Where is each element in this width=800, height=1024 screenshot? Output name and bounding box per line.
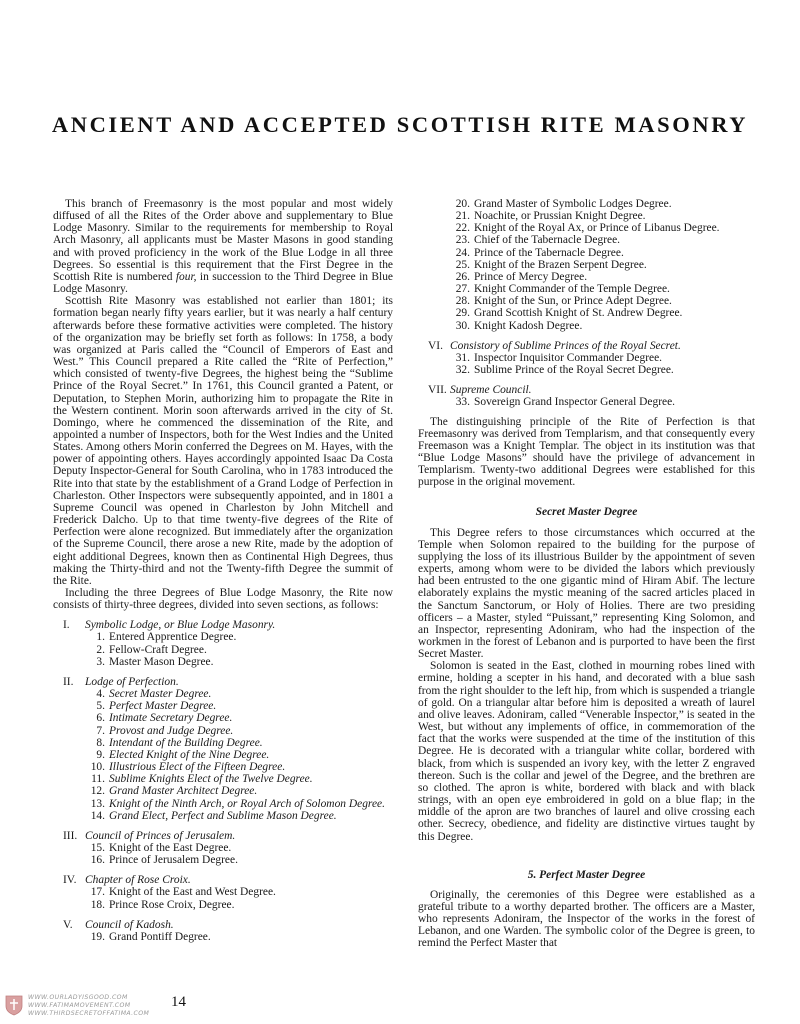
section-title: Lodge of Perfection. — [85, 675, 179, 688]
section-title: Symbolic Lodge, or Blue Lodge Masonry. — [85, 619, 276, 632]
perfection-paragraph: The distinguishing principle of the Rite of Perfection is that Freemasonry was derived from Templarism, and that consequently every Freemason was a Knight Templar. The object in its institution was that “Blue Lodge Masons” should have the privilege of advancement in Templarism. Twenty-two additional Degrees were established for this purpose in the original movement. — [418, 415, 755, 489]
degree-number: 26. — [455, 270, 470, 283]
degree-item — [85, 785, 393, 797]
section-numeral: I. — [63, 619, 70, 632]
degree-number: 31. — [455, 351, 470, 364]
degree-item — [85, 886, 393, 898]
secret-master-heading: Secret Master Degree — [535, 506, 638, 519]
degree-title: Illustrious Elect of the Fifteen Degree. — [109, 761, 286, 774]
degree-item — [85, 899, 393, 911]
degree-number: 28. — [455, 295, 470, 308]
section-heading — [63, 919, 393, 931]
degree-number: 32. — [455, 364, 470, 377]
degree-item — [85, 810, 393, 822]
sections-intro-paragraph: Including the three Degrees of Blue Lodge Masonry, the Rite now consists of thirty-three degrees, divided into seven sections, as follows: — [53, 587, 393, 612]
degree-title: Master Mason Degree. — [109, 655, 214, 668]
degree-item — [85, 631, 393, 643]
section-numeral: II. — [63, 675, 74, 688]
degree-item — [450, 210, 755, 222]
degree-number: 13. — [90, 797, 105, 810]
degree-title: Fellow-Craft Degree. — [109, 643, 207, 656]
degree-title: Chief of the Tabernacle Degree. — [474, 234, 621, 247]
footer-watermark — [4, 992, 224, 1022]
degree-item — [85, 749, 393, 761]
degree-item — [85, 644, 393, 656]
degree-title: Knight of the East Degree. — [109, 841, 232, 854]
section-heading — [63, 676, 393, 688]
degree-number: 33. — [455, 396, 470, 409]
degree-number: 19. — [90, 930, 105, 943]
intro-paragraph: This branch of Freemasonry is the most popular and most widely diffused of all the Rites of the Order above and supplementary to Blue Lodge Masonry. Similar to the requirements for membership to Royal Arch Masonry, all applicants must be Master Masons in good standing and with proved proficiency in the work of the Blue Lodge in all three Degrees. So essential is this requirement that the First Degree in the Scottish Rite is numbered four, in succession to the Third Degree in Blue Lodge Masonry. — [53, 198, 394, 296]
section-heading — [428, 340, 755, 352]
degree-item — [85, 931, 393, 943]
degree-number: 22. — [455, 222, 470, 235]
degree-item — [450, 307, 755, 319]
degree-item — [85, 798, 393, 810]
section-title: Supreme Council. — [450, 384, 532, 397]
degree-number: 12. — [90, 785, 105, 798]
degree-section — [418, 340, 755, 376]
right-column — [418, 198, 755, 950]
degree-title: Provost and Judge Degree. — [109, 724, 234, 737]
degree-item — [85, 688, 393, 700]
degree-section — [53, 830, 393, 866]
degree-item — [85, 712, 393, 724]
degree-section — [53, 619, 393, 668]
degree-number: 18. — [90, 898, 105, 911]
degree-title: Prince of Mercy Degree. — [474, 270, 588, 283]
degree-item — [450, 295, 755, 307]
degree-number: 11. — [91, 773, 105, 786]
degree-number: 25. — [455, 258, 470, 271]
section-title: Council of Kadosh. — [85, 918, 174, 931]
section-heading — [63, 874, 393, 886]
section-title: Consistory of Sublime Princes of the Royal Secret. — [450, 339, 681, 352]
degree-number: 20. — [455, 198, 470, 210]
degree-number: 2. — [96, 643, 105, 656]
degree-number: 3. — [96, 655, 105, 668]
degree-number: 24. — [455, 246, 470, 259]
degree-item — [450, 320, 755, 332]
section-numeral: VII. — [428, 384, 447, 397]
degree-item — [85, 854, 393, 866]
degree-item — [85, 725, 393, 737]
perfect-master-paragraph: Originally, the ceremonies of this Degree were established as a grateful tribute to a worthy departed brother. The officers are a Master, who represents Adoniram, the Inspector of the works in the forest of Lebanon, and one Warden. The symbolic color of the Degree is green, to remind the Perfect Master that — [418, 888, 755, 950]
degree-item — [450, 352, 755, 364]
degree-number: 6. — [96, 712, 105, 725]
secret-master-paragraph-2: Solomon is seated in the East, clothed in mourning robes lined with ermine, holding a scepter in his hand, and decorated with a blue sash from the right shoulder to the left hip, from which is suspended a triangle of gold. On a triangular altar before him is deposited a wreath of laurel and olive leaves. Adoniram, called “Venerable Inspector,” is seated in the West, but without any implements of office, in commemoration of the fact that the works were suspended at the time of the institution of this Degree. He is decorated with a triangular white collar, bordered with black, from which is suspended an ivory key, with the letter Z engraved thereon. Such is the collar and jewel of the Degree, and the brethren are so clothed. The apron is white, bordered with black and with black strings, with an open eye embroidered in gold on a blue flap; in the middle of the apron are two branches of laurel and olive crossing each other. Secrecy, obedience, and fidelity are distinctive virtues taught by this Degree. — [418, 660, 755, 843]
degree-number: 23. — [455, 234, 470, 247]
degree-sections-list-2 — [418, 340, 755, 409]
section-title: Chapter of Rose Croix. — [85, 874, 191, 887]
degree-title: Sublime Prince of the Royal Secret Degree. — [474, 364, 674, 377]
degree-title: Intendant of the Building Degree. — [109, 736, 263, 749]
degree-item — [450, 234, 755, 246]
degree-item — [85, 761, 393, 773]
degree-title: Grand Scottish Knight of St. Andrew Degree. — [474, 307, 683, 320]
degree-item — [450, 259, 755, 271]
perfect-master-heading: 5. Perfect Master Degree — [527, 868, 646, 881]
degree-title: Knight of the East and West Degree. — [109, 886, 276, 899]
degree-number: 4. — [96, 688, 105, 701]
degree-title: Entered Apprentice Degree. — [109, 631, 237, 644]
degree-title: Grand Master Architect Degree. — [109, 785, 258, 798]
degree-number: 21. — [455, 210, 470, 223]
section-numeral: III. — [63, 829, 78, 842]
degree-number: 5. — [96, 700, 105, 713]
degree-item — [85, 656, 393, 668]
left-column — [53, 198, 393, 943]
degree-item — [85, 773, 393, 785]
degree-number: 27. — [455, 283, 470, 296]
degree-title: Knight of the Ninth Arch, or Royal Arch of Solomon Degree. — [109, 797, 385, 810]
shield-logo-icon — [4, 994, 24, 1016]
degree-title: Knight Commander of the Temple Degree. — [474, 283, 670, 296]
degree-item — [450, 271, 755, 283]
secret-master-paragraph-1: This Degree refers to those circumstances which occurred at the Temple when Solomon repaired to the building for the purpose of supplying the loss of its illustrious Builder by the appointment of seven experts, among whom were to be divided the labors which previously had been entrusted to the one gigantic mind of Hiram Abif. The lecture elaborately explains the mystic meaning of the sacred articles placed in the Sanctum Sanctorum, or Holy of Holies. There are two presiding officers – a Master, styled “Puissant,” representing King Solomon, and an Inspector, representing Adoniram, who had the inspection of the workmen in the forest of Lebanon and is purported to have been the first Secret Master. — [418, 526, 755, 661]
degree-number: 29. — [455, 307, 470, 320]
degree-number: 15. — [90, 841, 105, 854]
degree-title: Sovereign Grand Inspector General Degree. — [474, 396, 676, 409]
degree-title: Noachite, or Prussian Knight Degree. — [474, 210, 646, 223]
degree-item — [450, 396, 755, 408]
degree-number: 8. — [96, 736, 105, 749]
degree-item — [450, 364, 755, 376]
degree-title: Grand Master of Symbolic Lodges Degree. — [474, 198, 672, 210]
degree-title: Sublime Knights Elect of the Twelve Degree. — [109, 773, 313, 786]
degree-title: Knight of the Brazen Serpent Degree. — [474, 258, 647, 271]
degree-number: 30. — [455, 319, 470, 332]
degree-number: 7. — [96, 724, 105, 737]
degree-item — [85, 842, 393, 854]
degree-title: Intimate Secretary Degree. — [109, 712, 233, 725]
section-numeral: IV. — [63, 874, 77, 887]
degree-item — [85, 700, 393, 712]
degree-list-continued — [418, 198, 755, 332]
degree-section — [53, 874, 393, 910]
degree-title: Grand Elect, Perfect and Sublime Mason Degree. — [109, 809, 337, 822]
degree-title: Knight of the Sun, or Prince Adept Degree. — [474, 295, 672, 308]
history-paragraph: Scottish Rite Masonry was established not earlier than 1801; its formation began nearly fifty years earlier, but it was nearly a half century afterwards before these formative activities were completed. The history of the organization may be briefly set forth as follows: In 1758, a body was organized at Paris called the “Council of Emperors of East and West.” This Council prepared a Rite called the “Rite of Perfection,” which consisted of twenty-five Degrees, the highest being the “Sublime Prince of the Royal Secret.” In 1761, this Council granted a Patent, or Deputation, to Stephen Morin, authorizing him to propagate the Rite in the Western continent. Morin soon afterwards arrived in the city of St. Domingo, where he commenced the dissemination of the Rite, and appointed a number of Inspectors, both for the West Indies and the United States. Among others Morin conferred the Degrees on M. Hayes, with the power of appointing others. Hayes accordingly appointed Isaac Da Costa Deputy Inspector-General for South Carolina, who in 1783 introduced the Rite into that state by the establishment of a Grand Lodge of Perfection in Charleston. Other Inspectors were subsequently appointed, and in 1801 a Supreme Council was opened in Charleston by John Mitchell and Frederick Dalcho. Up to that time twenty-five degrees of the Rite of Perfection were alone recognized. But immediately after the organization of the Supreme Council, there arose a new Rite, made by the adoption of eight additional Degrees, known then as Continental High Degrees, thus making the Thirty-third and not the Twenty-fifth Degree the summit of the Rite. — [53, 295, 393, 587]
degree-title: Knight of the Royal Ax, or Prince of Libanus Degree. — [474, 222, 720, 235]
degree-title: Prince Rose Croix, Degree. — [109, 898, 235, 911]
page-title: ANCIENT AND ACCEPTED SCOTTISH RITE MASONRY — [51, 112, 749, 137]
degree-section — [418, 384, 755, 408]
degree-title: Elected Knight of the Nine Degree. — [109, 748, 270, 761]
degree-number: 1. — [96, 631, 105, 644]
degree-title: Grand Pontiff Degree. — [109, 930, 211, 943]
degree-title: Knight Kadosh Degree. — [474, 319, 583, 332]
degree-number: 14. — [90, 809, 105, 822]
section-heading — [428, 384, 755, 396]
degree-number: 17. — [90, 886, 105, 899]
degree-title: Prince of the Tabernacle Degree. — [474, 246, 624, 259]
degree-section — [53, 676, 393, 822]
degree-title: Inspector Inquisitor Commander Degree. — [474, 351, 663, 364]
degree-number: 10. — [90, 761, 105, 774]
page-number: 14 — [171, 994, 186, 1010]
watermark-urls: WWW.OURLADYISGOOD.COM WWW.FATIMAMOVEMENT.COM WWW.THIRDSECRETOFFATIMA.COM — [28, 994, 150, 1017]
degree-item — [85, 737, 393, 749]
section-heading — [63, 619, 393, 631]
degree-item — [450, 247, 755, 259]
degree-sections-list — [53, 619, 393, 943]
degree-number: 9. — [96, 748, 105, 761]
section-title: Council of Princes of Jerusalem. — [85, 829, 236, 842]
degree-item — [450, 198, 755, 210]
section-numeral: V. — [63, 918, 73, 931]
section-numeral: VI. — [428, 339, 443, 352]
degree-number: 16. — [90, 854, 105, 867]
degree-title: Prince of Jerusalem Degree. — [109, 854, 238, 867]
degree-item — [450, 222, 755, 234]
section-heading — [63, 830, 393, 842]
degree-title: Secret Master Degree. — [109, 688, 212, 701]
degree-title: Perfect Master Degree. — [109, 700, 217, 713]
degree-item — [450, 283, 755, 295]
degree-section — [53, 919, 393, 943]
